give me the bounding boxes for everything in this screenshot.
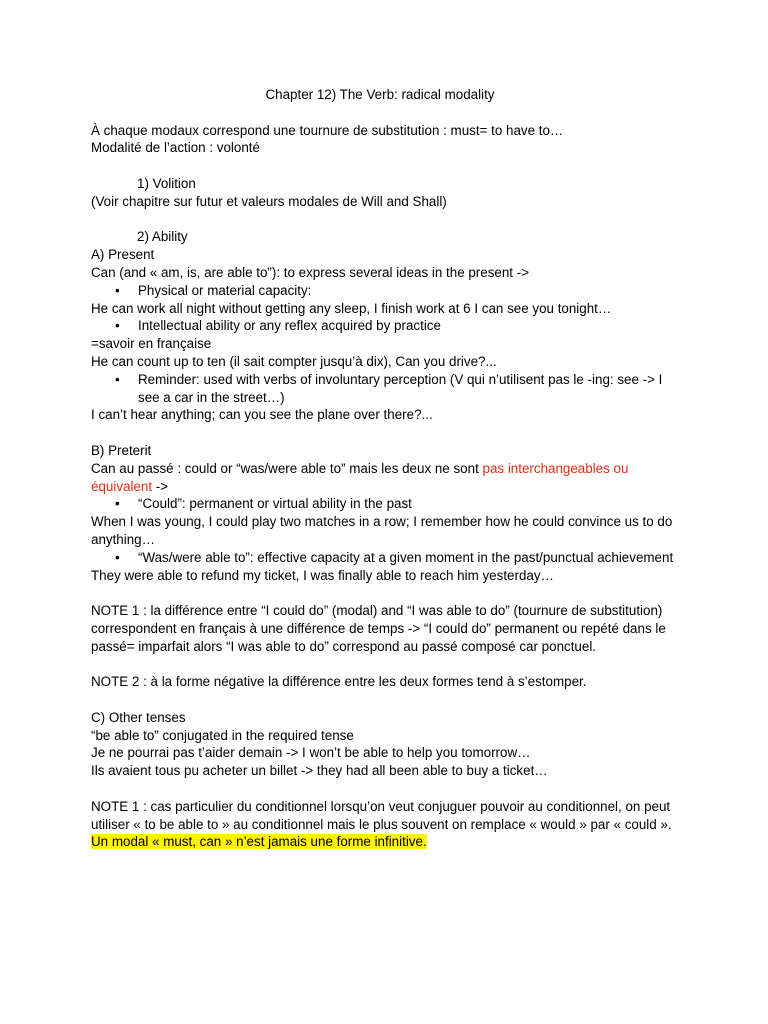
blank-line bbox=[91, 691, 681, 709]
document-body bbox=[91, 86, 681, 851]
note-paragraph: NOTE 1 : cas particulier du conditionnel lorsqu’on veut conjuguer pouvoir au conditionnel, on peut utiliser « to be able to » au conditionnel mais le plus souvent on remplace « would » par « could ». bbox=[91, 798, 672, 832]
preterit-intro-text: Can au passé : could or “was/were able to” mais les deux ne sont bbox=[91, 460, 483, 476]
example-line: When I was young, I could play two matches in a row; I remember how he could convince us to do anything… bbox=[91, 514, 673, 547]
bullet-item bbox=[91, 495, 681, 513]
red-emphasis-text: pas interchangeables ou équivalent bbox=[91, 460, 629, 494]
blank-line bbox=[91, 211, 681, 229]
bullet-text: Intellectual ability or any reflex acquired by practice bbox=[138, 318, 441, 334]
example-line: They were able to refund my ticket, I was finally able to reach him yesterday… bbox=[91, 567, 554, 583]
blank-line bbox=[91, 780, 681, 798]
bullet-item bbox=[91, 282, 681, 300]
example-line: He can count up to ten (il sait compter jusqu’à dix), Can you drive?... bbox=[91, 353, 497, 369]
note-paragraph: NOTE 2 : à la forme négative la différence entre les deux formes tend à s’estomper. bbox=[91, 674, 587, 690]
bullet-item bbox=[91, 317, 681, 335]
translation-line: =savoir en française bbox=[91, 336, 212, 352]
highlighted-line bbox=[91, 833, 681, 851]
bullet-text: “Was/were able to”: effective capacity at a given moment in the past/punctual achievement bbox=[138, 549, 674, 565]
present-heading: A) Present bbox=[91, 247, 155, 263]
bullet-icon: • bbox=[115, 371, 120, 387]
bullet-icon: • bbox=[115, 282, 120, 298]
present-intro: Can (and « am, is, are able to”): to express several ideas in the present -> bbox=[91, 264, 530, 280]
volition-note: (Voir chapitre sur futur et valeurs modales de Will and Shall) bbox=[91, 193, 447, 209]
section-volition-heading: 1) Volition bbox=[137, 175, 196, 191]
preterit-intro-arrow: -> bbox=[152, 478, 169, 494]
bullet-item bbox=[91, 549, 681, 567]
modality-line: Modalité de l’action : volonté bbox=[91, 140, 260, 156]
example-line: He can work all night without getting any sleep, I finish work at 6 I can see you tonight… bbox=[91, 300, 612, 316]
blank-line bbox=[91, 424, 681, 442]
blank-line bbox=[91, 656, 681, 674]
preterit-heading: B) Preterit bbox=[91, 442, 152, 458]
blank-line bbox=[91, 157, 681, 175]
bullet-icon: • bbox=[115, 496, 120, 512]
rule-line: “be able to” conjugated in the required tense bbox=[91, 727, 354, 743]
highlighted-text: Un modal « must, can » n’est jamais une forme infinitive. bbox=[91, 834, 427, 850]
bullet-icon: • bbox=[115, 549, 120, 565]
bullet-text: Reminder: used with verbs of involuntary perception (V qui n’utilisent pas le -ing: see -> I see a car in the street…) bbox=[138, 371, 663, 405]
example-line: I can’t hear anything; can you see the plane over there?... bbox=[91, 407, 433, 423]
preterit-intro bbox=[91, 460, 681, 496]
blank-line bbox=[91, 584, 681, 602]
bullet-item bbox=[91, 371, 681, 407]
other-tenses-heading: C) Other tenses bbox=[91, 709, 186, 725]
bullet-text: “Could”: permanent or virtual ability in the past bbox=[138, 496, 412, 512]
note-paragraph: NOTE 1 : la différence entre “I could do” (modal) and “I was able to do” (tournure de substitution) correspondent en français à une différence de temps -> “I could do” permanent ou repété dans le passé= imparfait alors “I was able to do” correspond au passé composé car ponctuel. bbox=[91, 603, 666, 654]
example-line: Ils avaient tous pu acheter un billet -> they had all been able to buy a ticket… bbox=[91, 763, 548, 779]
section-ability-heading: 2) Ability bbox=[137, 229, 188, 245]
example-line: Je ne pourrai pas t’aider demain -> I won’t be able to help you tomorrow… bbox=[91, 745, 531, 761]
bullet-text: Physical or material capacity: bbox=[138, 282, 312, 298]
blank-line bbox=[91, 104, 681, 122]
intro-line: À chaque modaux correspond une tournure de substitution : must= to have to… bbox=[91, 122, 564, 138]
bullet-icon: • bbox=[115, 318, 120, 334]
chapter-title: Chapter 12) The Verb: radical modality bbox=[265, 87, 495, 102]
